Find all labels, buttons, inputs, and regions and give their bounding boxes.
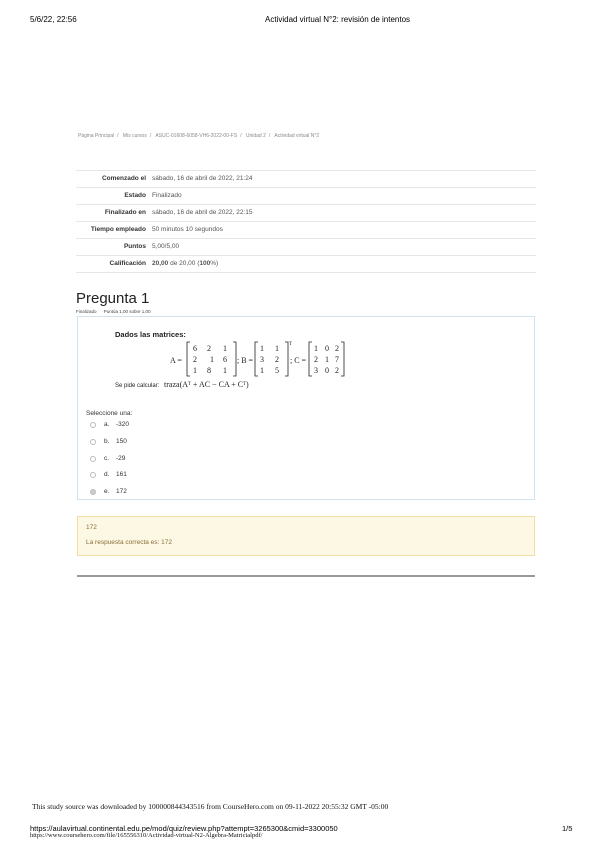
summary-row-started (76, 170, 536, 187)
question-score: Puntúa 1,00 sobre 1,00 (103, 309, 151, 314)
question-title: Pregunta 1 (76, 290, 150, 307)
matrix-a-name: A = (170, 356, 182, 365)
matrix-c-cell: 0 (325, 344, 329, 353)
breadcrumb: Página Principal / Mis cursos / ASUC-01608-6058-VH6-2022-00-FS / Unidad 2 / Actividad virtual N°2 (78, 133, 320, 139)
attempt-summary-table (76, 170, 536, 273)
summary-row-grade (76, 255, 536, 273)
print-datetime: 5/6/22, 22:56 (30, 15, 77, 24)
option-a[interactable] (90, 421, 129, 428)
option-value: 150 (116, 438, 127, 445)
matrix-a-cell: 1 (223, 344, 227, 353)
feedback-box (77, 516, 535, 556)
matrix-c-cell: 1 (325, 355, 329, 364)
option-value: 172 (116, 488, 127, 495)
matrix-b-cell: 5 (275, 366, 279, 375)
matrix-b-cell: 3 (260, 355, 264, 364)
option-value: -29 (116, 455, 126, 462)
summary-value: 50 minutos 10 segundos (152, 226, 223, 233)
summary-label: Calificación (109, 260, 146, 267)
summary-value (152, 258, 536, 270)
summary-value: 5,00/5,00 (152, 243, 180, 250)
summary-value: Finalizado (152, 192, 182, 199)
option-letter: c. (104, 455, 110, 462)
matrix-c-cell: 2 (335, 366, 339, 375)
question-status: Finalizado (76, 309, 97, 314)
feedback-correct-answer: La respuesta correcta es: 172 (86, 539, 172, 546)
breadcrumb-unit[interactable]: Unidad 2 (245, 133, 266, 139)
option-e[interactable] (90, 488, 127, 495)
matrices-figure (170, 338, 345, 380)
option-letter: e. (104, 488, 110, 495)
summary-row-finished (76, 204, 536, 221)
breadcrumb-home[interactable]: Página Principal (78, 133, 115, 139)
ask-prefix: Se pide calcular: (115, 383, 160, 389)
radio-button[interactable] (90, 422, 96, 428)
print-title: Actividad virtual N°2: revisión de intentos (265, 15, 411, 24)
select-label: Seleccione una: (86, 410, 133, 417)
radio-button[interactable] (90, 439, 96, 445)
section-divider (77, 575, 535, 577)
source-note: This study source was downloaded by 100000844343516 from CourseHero.com on 09-11-2022 20:55:32 GMT -05:00 (32, 802, 389, 811)
matrix-c-cell: 3 (314, 366, 318, 375)
ask-expression: traza(Aᵀ + AC − CA + Cᵀ) (164, 380, 249, 389)
matrix-c-name: ; C = (290, 356, 307, 365)
summary-label: Estado (124, 192, 146, 199)
option-letter: d. (104, 471, 110, 478)
radio-button-selected[interactable] (90, 489, 96, 495)
option-value: -320 (116, 421, 130, 428)
option-c[interactable] (90, 455, 125, 462)
grade-mid: de 20,00 ( (168, 260, 200, 267)
matrix-b-transpose: T (289, 342, 293, 347)
summary-row-time (76, 221, 536, 238)
breadcrumb-courses[interactable]: Mis cursos (122, 133, 147, 139)
matrix-c-cell: 2 (314, 355, 318, 364)
question-intro: Dados las matrices: (115, 330, 186, 339)
summary-row-state (76, 187, 536, 204)
matrix-c-cell: 0 (325, 366, 329, 375)
matrix-a-cell: 1 (223, 366, 227, 375)
matrix-a-cell: 1 (193, 366, 197, 375)
matrix-a-cell: 1 (210, 355, 214, 364)
breadcrumb-activity[interactable]: Actividad virtual N°2 (274, 133, 320, 139)
matrix-a-cell: 2 (193, 355, 197, 364)
matrix-a-cell: 8 (207, 366, 211, 375)
radio-button[interactable] (90, 472, 96, 478)
option-letter: a. (104, 421, 110, 428)
question-meta (76, 309, 151, 314)
summary-label: Comenzado el (101, 175, 146, 182)
page-number: 1/5 (562, 824, 573, 833)
grade-value: 20,00 (152, 260, 169, 267)
question-ask (115, 380, 249, 389)
grade-end: %) (210, 260, 219, 267)
matrix-a-cell: 6 (193, 344, 197, 353)
matrix-c-cell: 1 (314, 344, 318, 353)
breadcrumb-course[interactable]: ASUC-01608-6058-VH6-2022-00-FS (155, 133, 238, 139)
matrix-c-cell: 2 (335, 344, 339, 353)
option-d[interactable] (90, 471, 127, 478)
summary-label: Puntos (123, 243, 146, 250)
matrix-b-name: ; B = (237, 356, 254, 365)
option-value: 161 (116, 471, 127, 478)
option-letter: b. (104, 438, 110, 445)
coursehero-url[interactable]: https://www.coursehero.com/file/165556310/Actividad-virtual-N2-Algebra-Matricialpdf/ (30, 832, 263, 839)
matrix-b-cell: 1 (260, 366, 264, 375)
matrix-a-cell: 6 (223, 355, 227, 364)
summary-value: sábado, 16 de abril de 2022, 21:24 (152, 175, 253, 182)
feedback-answer: 172 (86, 524, 97, 531)
option-b[interactable] (90, 438, 127, 445)
matrix-c-cell: 7 (335, 355, 339, 364)
matrix-a-cell: 2 (207, 344, 211, 353)
summary-row-points (76, 238, 536, 255)
summary-label: Tiempo empleado (90, 226, 146, 233)
matrix-b-cell: 1 (260, 344, 264, 353)
summary-label: Finalizado en (104, 209, 146, 216)
summary-value: sábado, 16 de abril de 2022, 22:15 (152, 209, 253, 216)
radio-button[interactable] (90, 456, 96, 462)
matrix-b-cell: 2 (275, 355, 279, 364)
print-url[interactable]: https://aulavirtual.continental.edu.pe/mod/quiz/review.php?attempt=3265300&cmid=3300050 (30, 824, 338, 833)
matrix-b-cell: 1 (275, 344, 279, 353)
grade-pct: 100 (199, 260, 211, 267)
